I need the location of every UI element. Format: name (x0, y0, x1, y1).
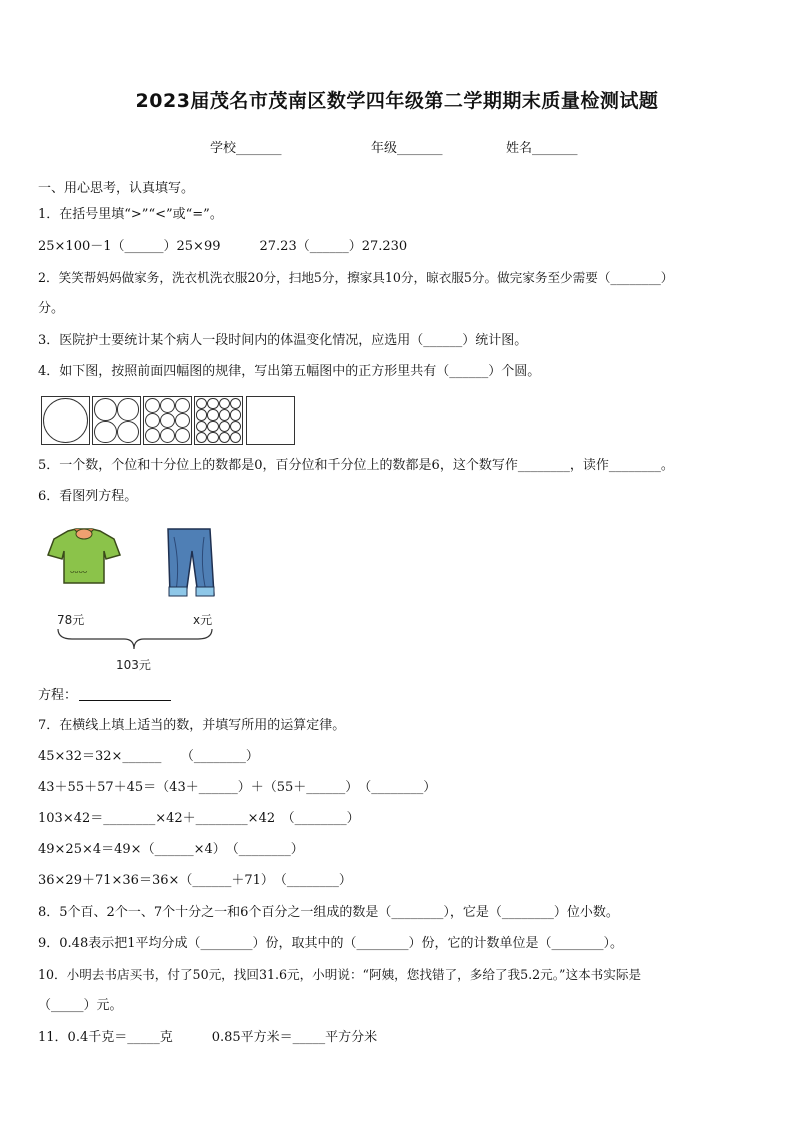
question-10-cont: （_____）元。 (38, 998, 123, 1013)
square-1 (41, 396, 90, 445)
circle-icon (117, 398, 140, 421)
question-2: 2．笑笑帮妈妈做家务，洗衣机洗衣服20分，扫地5分，擦家具10分，晾衣服5分。做完家务至少需要（________） (38, 270, 674, 285)
question-7-line-5: 36×29＋71×36＝36×（______＋71） （________） (38, 873, 352, 888)
circle-icon (175, 413, 190, 428)
circle-icon (160, 428, 175, 443)
svg-text:ᴗᴗᴗᴗ: ᴗᴗᴗᴗ (70, 567, 88, 575)
question-7-line-2: 43＋55＋57＋45＝（43＋______）＋（55＋______） （________） (38, 780, 437, 795)
circle-icon (117, 421, 140, 444)
grade-field[interactable]: 年级_______ (371, 141, 443, 156)
circle-icon (145, 398, 160, 413)
question-11: 11．0.4千克＝_____克 0.85平方米＝_____平方分米 (38, 1030, 378, 1045)
circle-icon (145, 413, 160, 428)
circle-icon (230, 421, 241, 432)
question-7: 7．在横线上填上适当的数，并填写所用的运算定律。 (38, 718, 346, 733)
total-brace (56, 627, 216, 655)
page-title: 2023届茂名市茂南区数学四年级第二学期期末质量检测试题 (135, 90, 659, 112)
square-3 (143, 396, 192, 445)
circle-icon (207, 398, 218, 409)
question-2-cont: 分。 (38, 301, 65, 316)
circle-icon (219, 409, 230, 420)
equation-answer-line[interactable] (79, 700, 171, 701)
pants-price-label: x元 (193, 613, 213, 627)
circle-icon (160, 398, 175, 413)
question-7-line-1: 45×32＝32×______ （________） (38, 749, 259, 764)
circle-icon (145, 428, 160, 443)
square-4 (194, 396, 243, 445)
question-6: 6．看图列方程。 (38, 489, 138, 504)
name-field[interactable]: 姓名_______ (506, 141, 578, 156)
circle-icon (196, 409, 207, 420)
circle-icon (196, 432, 207, 443)
total-price-label: 103元 (116, 658, 151, 672)
circle-icon (196, 421, 207, 432)
question-8: 8．5个百、2个一、7个十分之一和6个百分之一组成的数是（________），它是（________）位小数。 (38, 905, 619, 920)
equation-label: 方程： (38, 688, 78, 703)
question-7-line-3: 103×42＝________×42＋________×42 （________） (38, 811, 360, 826)
circle-icon (207, 432, 218, 443)
circle-icon (43, 398, 88, 443)
question-1: 1．在括号里填“>”“<”或“=”。 (38, 207, 223, 222)
circle-icon (160, 413, 175, 428)
question-7-line-4: 49×25×4＝49×（______×4） （________） (38, 842, 304, 857)
circle-icon (196, 398, 207, 409)
circle-icon (94, 421, 117, 444)
circle-icon (207, 421, 218, 432)
shirt-price-label: 78元 (57, 613, 85, 627)
circle-icon (230, 432, 241, 443)
circle-icon (94, 398, 117, 421)
section-heading: 一、用心思考，认真填写。 (38, 181, 195, 196)
shirt-icon (44, 525, 124, 587)
circle-icon (207, 409, 218, 420)
question-9: 9．0.48表示把1平均分成（________）份，取其中的（________）份，它的计数单位是（________）。 (38, 936, 623, 951)
school-field[interactable]: 学校_______ (210, 141, 282, 156)
question-1-line: 25×100－1（______）25×99 27.23（______）27.230 (38, 239, 408, 254)
question-5: 5．一个数，个位和十分位上的数都是0，百分位和千分位上的数都是6，这个数写作________，读作________。 (38, 458, 674, 473)
circle-icon (219, 432, 230, 443)
circle-icon (175, 428, 190, 443)
square-2 (92, 396, 141, 445)
square-5-empty (246, 396, 295, 445)
circle-icon (230, 398, 241, 409)
circle-icon (175, 398, 190, 413)
circle-icon (219, 398, 230, 409)
question-4: 4．如下图，按照前面四幅图的规律，写出第五幅图中的正方形里共有（______）个圆。 (38, 364, 541, 379)
circle-icon (219, 421, 230, 432)
question-10: 10．小明去书店买书，付了50元，找回31.6元，小明说：“阿姨，您找错了，多给了我5.2元。”这本书实际是 (38, 967, 642, 982)
question-3: 3．医院护士要统计某个病人一段时间内的体温变化情况，应选用（______）统计图。 (38, 333, 528, 348)
pants-icon (160, 525, 220, 601)
circle-icon (230, 409, 241, 420)
